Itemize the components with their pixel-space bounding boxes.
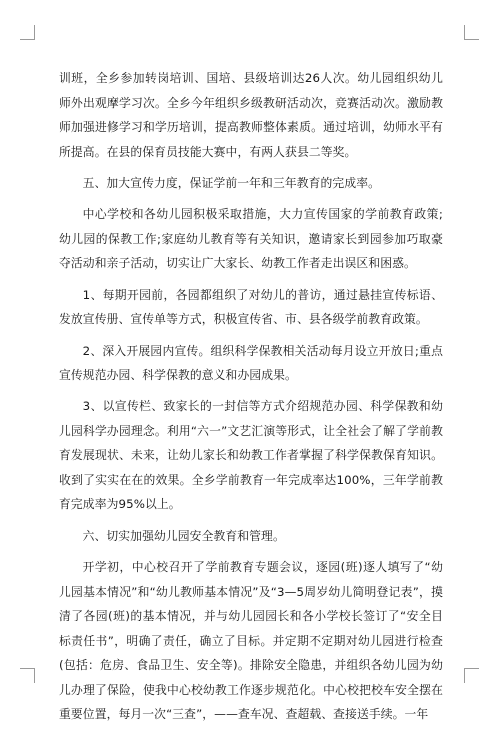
paragraph-item-2: 2、深入开展园内宣传。组织科学保教相关活动每月设立开放日;重点宣传规范办园、科学保教的意义和办园成果。: [59, 343, 443, 383]
document-body: [59, 66, 443, 734]
crop-mark-bottom-right: [464, 668, 479, 683]
paragraph-publicity-intro: 中心学校和各幼儿园积极采取措施，大力宣传国家的学前教育政策;幼儿园的保教工作;家庭幼儿教育等有关知识，邀请家长到园参加巧取豪夺活动和亲子活动，切实让广大家长、幼教工作者走出误区和困惑。: [59, 207, 443, 271]
section-heading-publicity: 五、加大宣传力度，保证学前一年和三年教育的完成率。: [82, 175, 381, 190]
crop-mark-bottom-left: [20, 668, 35, 683]
paragraph-item-3: 3、以宣传栏、致家长的一封信等方式介绍规范办园、科学保教和幼儿园科学办园理念。利用“六一”文艺汇演等形式，让全社会了解了学前教育发展现状、未来，让幼儿家长和幼教工作者掌握了科学保教保育知识。收到了实实在在的效果。全乡学前教育一年完成率达100%，三年学前教育完成率为95%以上。: [59, 399, 443, 512]
paragraph-item-1: 1、每期开园前，各园都组织了对幼儿的普访，通过悬挂宣传标语、发放宣传册、宣传单等方式，积极宣传省、市、县各级学前教育政策。: [59, 287, 443, 327]
crop-mark-top-right: [464, 25, 479, 40]
paragraph-training: 训班，全乡参加转岗培训、国培、县级培训达26人次。幼儿园组织幼儿师外出观摩学习次。全乡今年组织乡级教研活动次，竞赛活动次。激励教师加强进修学习和学历培训，提高教师整体素质。通过培训，幼师水平有所提高。在县的保育员技能大赛中，有两人获县二等奖。: [59, 71, 443, 159]
section-heading-safety: 六、切实加强幼儿园安全教育和管理。: [82, 528, 285, 543]
paragraph-safety: 开学初，中心校召开了学前教育专题会议，逐园(班)逐人填写了“幼儿园基本情况”和“幼儿教师基本情况”及“3—5周岁幼儿简明登记表”，摸清了各园(班)的基本情况，并与幼儿园园长和各小学校长签订了“安全目标责任书”，明确了责任，确立了目标。并定期不定期对幼儿园进行检查(包括：危房、食品卫生、安全等)。排除安全隐患，并组织各幼儿园为幼儿办理了保险，使我中心校幼教工作逐步规范化。中心校把校车安全摆在重要位置，每月一次“三查”，——查车况、查超载、查接送手续。一年: [59, 560, 443, 722]
crop-mark-top-left: [20, 25, 35, 40]
